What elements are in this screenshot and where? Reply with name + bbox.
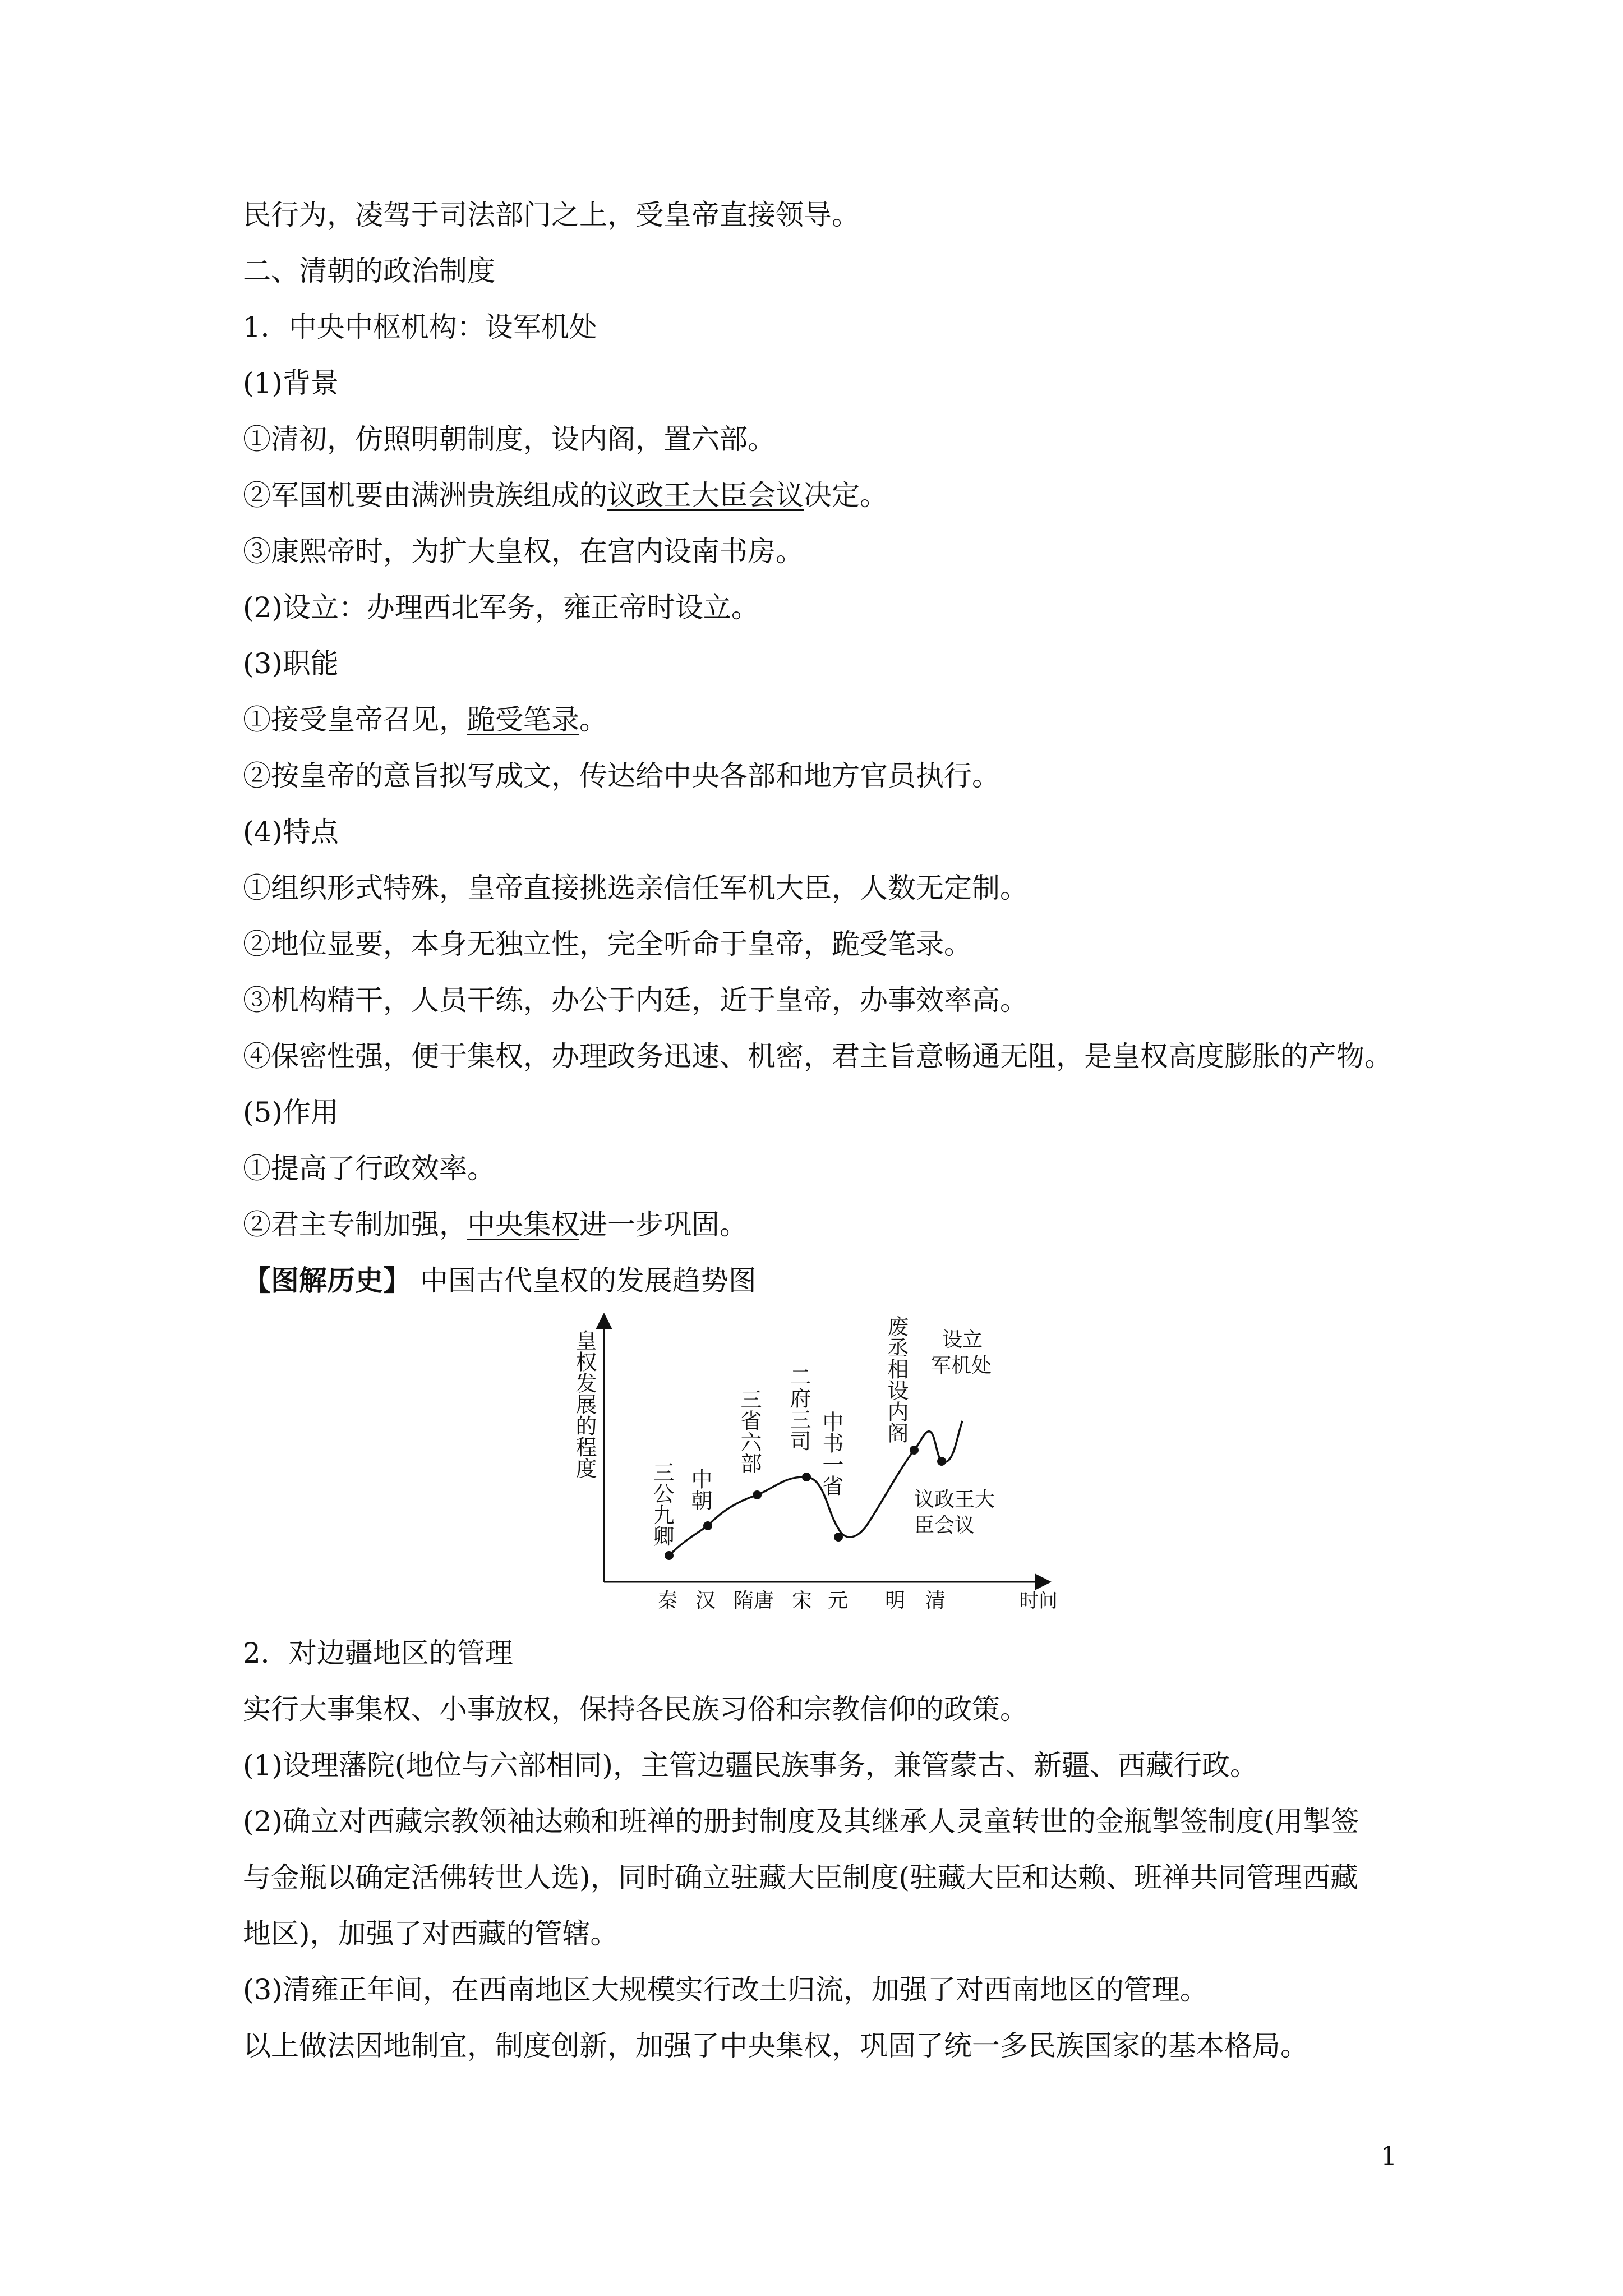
- point-yizhengwang: [937, 1457, 946, 1466]
- period-label: 元: [828, 1589, 849, 1612]
- text-line-19: ②君主专制加强，中央集权进一步巩固。: [243, 1208, 748, 1241]
- text-line-15: ③机构精干，人员干练，办公于内廷，近于皇帝，办事效率高。: [243, 984, 1028, 1016]
- period-label: 明: [885, 1589, 906, 1612]
- text-line-1: 民行为，凌驾于司法部门之上，受皇帝直接领导。: [243, 199, 860, 231]
- y-axis-label: 皇权发展的程度: [572, 1329, 597, 1479]
- text-line-26: 地区)，加强了对西藏的管辖。: [243, 1917, 619, 1950]
- text-line-10: ①接受皇帝召见，跪受笔录。: [243, 703, 607, 736]
- text-line-18: ①提高了行政效率。: [243, 1152, 495, 1185]
- item-background: (1)背景: [243, 367, 339, 399]
- period-label: 隋唐: [734, 1589, 774, 1612]
- page-number: 1: [1381, 2141, 1398, 2171]
- item-effect: (5)作用: [243, 1096, 339, 1129]
- label-sangong-jiuqing: 三公九卿: [649, 1461, 674, 1547]
- x-axis-label: 时间: [1020, 1590, 1058, 1612]
- subheading-junjichu: 1．中央中枢机构：设军机处: [243, 311, 597, 343]
- item-features: (4)特点: [243, 816, 339, 848]
- text-line-16: ④保密性强，便于集权，办理政务迅速、机密，君主旨意畅通无阻，是皇权高度膨胀的产物。: [243, 1040, 1393, 1073]
- label-erfu-sansi: 二府三司: [786, 1366, 811, 1451]
- text-line-23: (1)设理藩院(地位与六部相同)，主管边疆民族事务，兼管蒙古、新疆、西藏行政。: [243, 1749, 1258, 1782]
- text-line-27: (3)清雍正年间，在西南地区大规模实行改土归流，加强了对西南地区的管理。: [243, 1973, 1208, 2006]
- point-erfu-sansi: [802, 1473, 811, 1481]
- subheading-frontier: 2．对边疆地区的管理: [243, 1637, 513, 1669]
- period-label: 清: [925, 1589, 946, 1612]
- text-line-7: ③康熙帝时，为扩大皇权，在宫内设南书房。: [243, 535, 804, 568]
- label-zhongshu-yisheng: 中书一省: [819, 1411, 843, 1496]
- period-label: 宋: [792, 1589, 813, 1612]
- label-zhongchao: 中朝: [688, 1468, 712, 1511]
- text-line-25: 与金瓶以确定活佛转世人选)，同时确立驻藏大臣制度(驻藏大臣和达赖、班禅共同管理西藏: [243, 1861, 1359, 1894]
- point-sansheng-liubu: [753, 1490, 762, 1499]
- figure-label: 【图解历史】: [243, 1264, 411, 1297]
- period-label: 汉: [695, 1589, 716, 1612]
- label-fei-chengxiang: 废丞相设内阁: [884, 1315, 909, 1443]
- text-line-8: (2)设立：办理西北军务，雍正帝时设立。: [243, 591, 759, 624]
- text-line-28: 以上做法因地制宜，制度创新，加强了中央集权，巩固了统一多民族国家的基本格局。: [243, 2030, 1308, 2062]
- label-yizhengwang: 议政王大臣会议: [914, 1488, 995, 1537]
- text-line-5: ①清初，仿照明朝制度，设内阁，置六部。: [243, 423, 776, 455]
- underlined-term: 跪受笔录: [467, 703, 579, 736]
- underlined-term: 中央集权: [467, 1208, 579, 1241]
- point-zhongchao: [703, 1521, 712, 1530]
- point-zhongshu-yisheng: [834, 1533, 843, 1542]
- underlined-term: 议政王大臣会议: [607, 479, 804, 512]
- text-line-6: ②军国机要由满洲贵族组成的议政王大臣会议决定。: [243, 479, 888, 512]
- period-label: 秦: [657, 1589, 678, 1612]
- text-line-11: ②按皇帝的意旨拟写成文，传达给中央各部和地方官员执行。: [243, 760, 1000, 792]
- text-line-14: ②地位显要，本身无独立性，完全听命于皇帝，跪受笔录。: [243, 928, 972, 960]
- label-sansheng-liubu: 三省六部: [737, 1388, 762, 1474]
- item-function: (3)职能: [243, 647, 339, 680]
- text-line-24: (2)确立对西藏宗教领袖达赖和班禅的册封制度及其继承人灵童转世的金瓶掣签制度(用掣签: [243, 1805, 1359, 1838]
- label-junjichu: 设立军机处: [931, 1328, 992, 1377]
- text-line-13: ①组织形式特殊，皇帝直接挑选亲信任军机大臣，人数无定制。: [243, 872, 1028, 904]
- figure-caption: 【图解历史】 中国古代皇权的发展趋势图: [243, 1264, 757, 1297]
- imperial-power-trend-figure: [561, 1310, 1077, 1613]
- section-heading-qing-politics: 二、清朝的政治制度: [243, 255, 495, 287]
- text-line-22: 实行大事集权、小事放权，保持各民族习俗和宗教信仰的政策。: [243, 1693, 1028, 1726]
- point-nei-ge: [910, 1446, 919, 1455]
- point-sangong-jiuqing: [665, 1551, 674, 1560]
